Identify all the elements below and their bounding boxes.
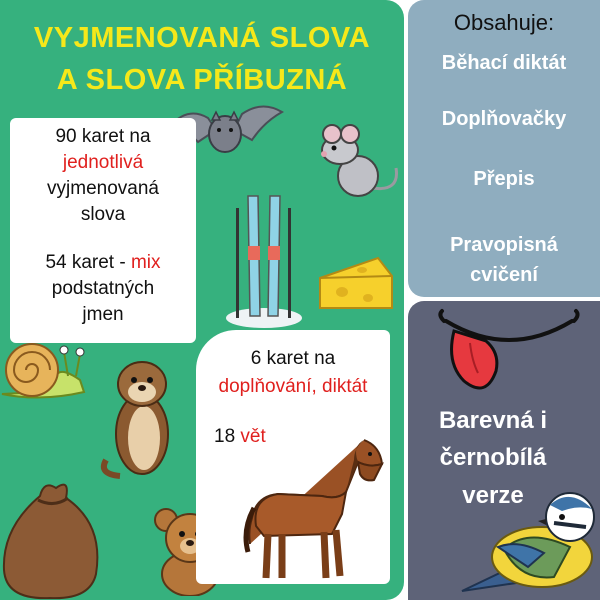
- card1-line-5-mix: mix: [130, 252, 161, 273]
- horse-icon: [242, 434, 388, 582]
- card1-line-5-count: 54 karet -: [45, 252, 131, 273]
- card1-line-7: jmen: [82, 304, 124, 325]
- versions-line-1: Barevná i: [438, 407, 548, 434]
- card1-line-1: 90 karet na: [55, 126, 151, 147]
- contents-panel: [408, 0, 600, 297]
- contents-item-doplnovacky: Doplňovačky: [441, 108, 567, 130]
- sack-icon: [0, 474, 104, 600]
- card1-line-2: jednotlivá: [62, 152, 144, 173]
- card2-line-2: doplňování, diktát: [218, 376, 368, 397]
- card1-line-4: slova: [80, 204, 126, 225]
- title-line-1: VYJMENOVANÁ SLOVA: [33, 22, 371, 54]
- versions-line-2: černobílá: [439, 444, 547, 471]
- tongue-face-icon: [434, 307, 584, 397]
- skis-icon: [222, 188, 306, 328]
- card2-line-3-count: 18: [214, 426, 241, 447]
- versions-panel: [408, 301, 600, 600]
- card2-line-1: 6 karet na: [250, 348, 336, 369]
- versions-line-3: verze: [462, 482, 524, 509]
- contents-item-prepis: Přepis: [473, 168, 535, 190]
- title-line-2: A SLOVA PŘÍBUZNÁ: [56, 64, 348, 96]
- contents-item-behaci-diktat: Běhací diktát: [441, 52, 567, 74]
- card1-line-6: podstatných: [51, 278, 155, 299]
- mouse-icon: [312, 122, 404, 200]
- card1-line-3: vyjmenovaná: [47, 178, 159, 199]
- card-karty-vyjmenovana: [10, 118, 196, 343]
- card1-line-5: [10, 250, 196, 276]
- bird-icon: [458, 487, 600, 599]
- card2-line-3-vet: vět: [240, 426, 266, 447]
- card-doplnovani-diktat: [196, 330, 390, 584]
- cheese-icon: [316, 252, 396, 314]
- otter-icon: [98, 356, 188, 480]
- snail-icon: [0, 336, 96, 402]
- contents-item-pravopisna-cviceni: Pravopisná cvičení: [450, 234, 558, 286]
- contents-heading: Obsahuje:: [453, 10, 555, 35]
